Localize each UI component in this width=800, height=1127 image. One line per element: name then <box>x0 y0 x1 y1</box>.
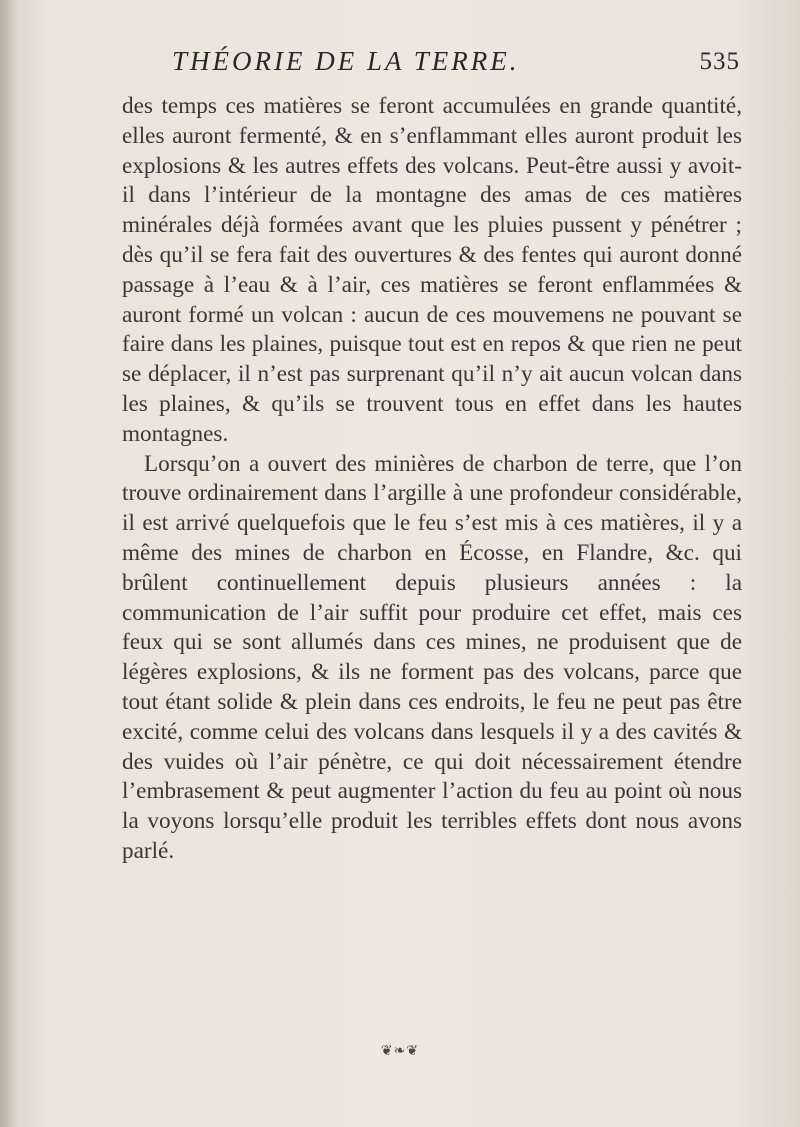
paragraph-2: Lorsqu’on a ouvert des minières de charbon de terre, que l’on trouve ordinairement dans l’argille à une profondeur considérable, il est arrivé quelquefois que le feu s’est mis à ces matières, il y a même des mines de charbon en Écosse, en Flandre, &c. qui brûlent continuellement depuis plusieurs années : la communication de l’air suffit pour produire cet effet, mais ces feux qui se sont allumés dans ces mines, ne produisent que de légères explosions, & ils ne forment pas des volcans, parce que tout étant solide & plein dans ces endroits, le feu ne peut pas être excité, comme celui des volcans dans lesquels il y a des cavités & des vuides où l’air pénètre, ce qui doit nécessairement étendre l’embrasement & peut augmenter l’action du feu au point où nous la voyons lorsqu’elle produit les terribles effets dont nous avons parlé. <box>122 450 742 864</box>
page-number: 535 <box>699 48 740 75</box>
page-header <box>160 46 740 86</box>
body-text <box>122 92 742 867</box>
ornament-glyph: ❦❧❦ <box>380 1043 420 1059</box>
paragraph-1: des temps ces matières se feront accumulées en grande quantité, elles auront fermenté, & en s’enflammant elles auront produit les explosions & les autres effets des volcans. Peut-être aussi y avoit-il dans l’intérieur de la montagne des amas de ces matières minérales déjà formées avant que les pluies pussent y pénétrer ; dès qu’il se fera fait des ouvertures & des fentes qui auront donné passage à l’eau & à l’air, ces matières se feront enflammées & auront formé un volcan : aucun de ces mouvemens ne pouvant se faire dans les plaines, puisque tout est en repos & que rien ne peut se déplacer, il n’est pas surprenant qu’il n’y ait aucun volcan dans les plaines, & qu’ils se trouvent tous en effet dans les hautes montagnes. <box>122 93 742 447</box>
running-title: THÉORIE DE LA TERRE. <box>172 46 520 76</box>
